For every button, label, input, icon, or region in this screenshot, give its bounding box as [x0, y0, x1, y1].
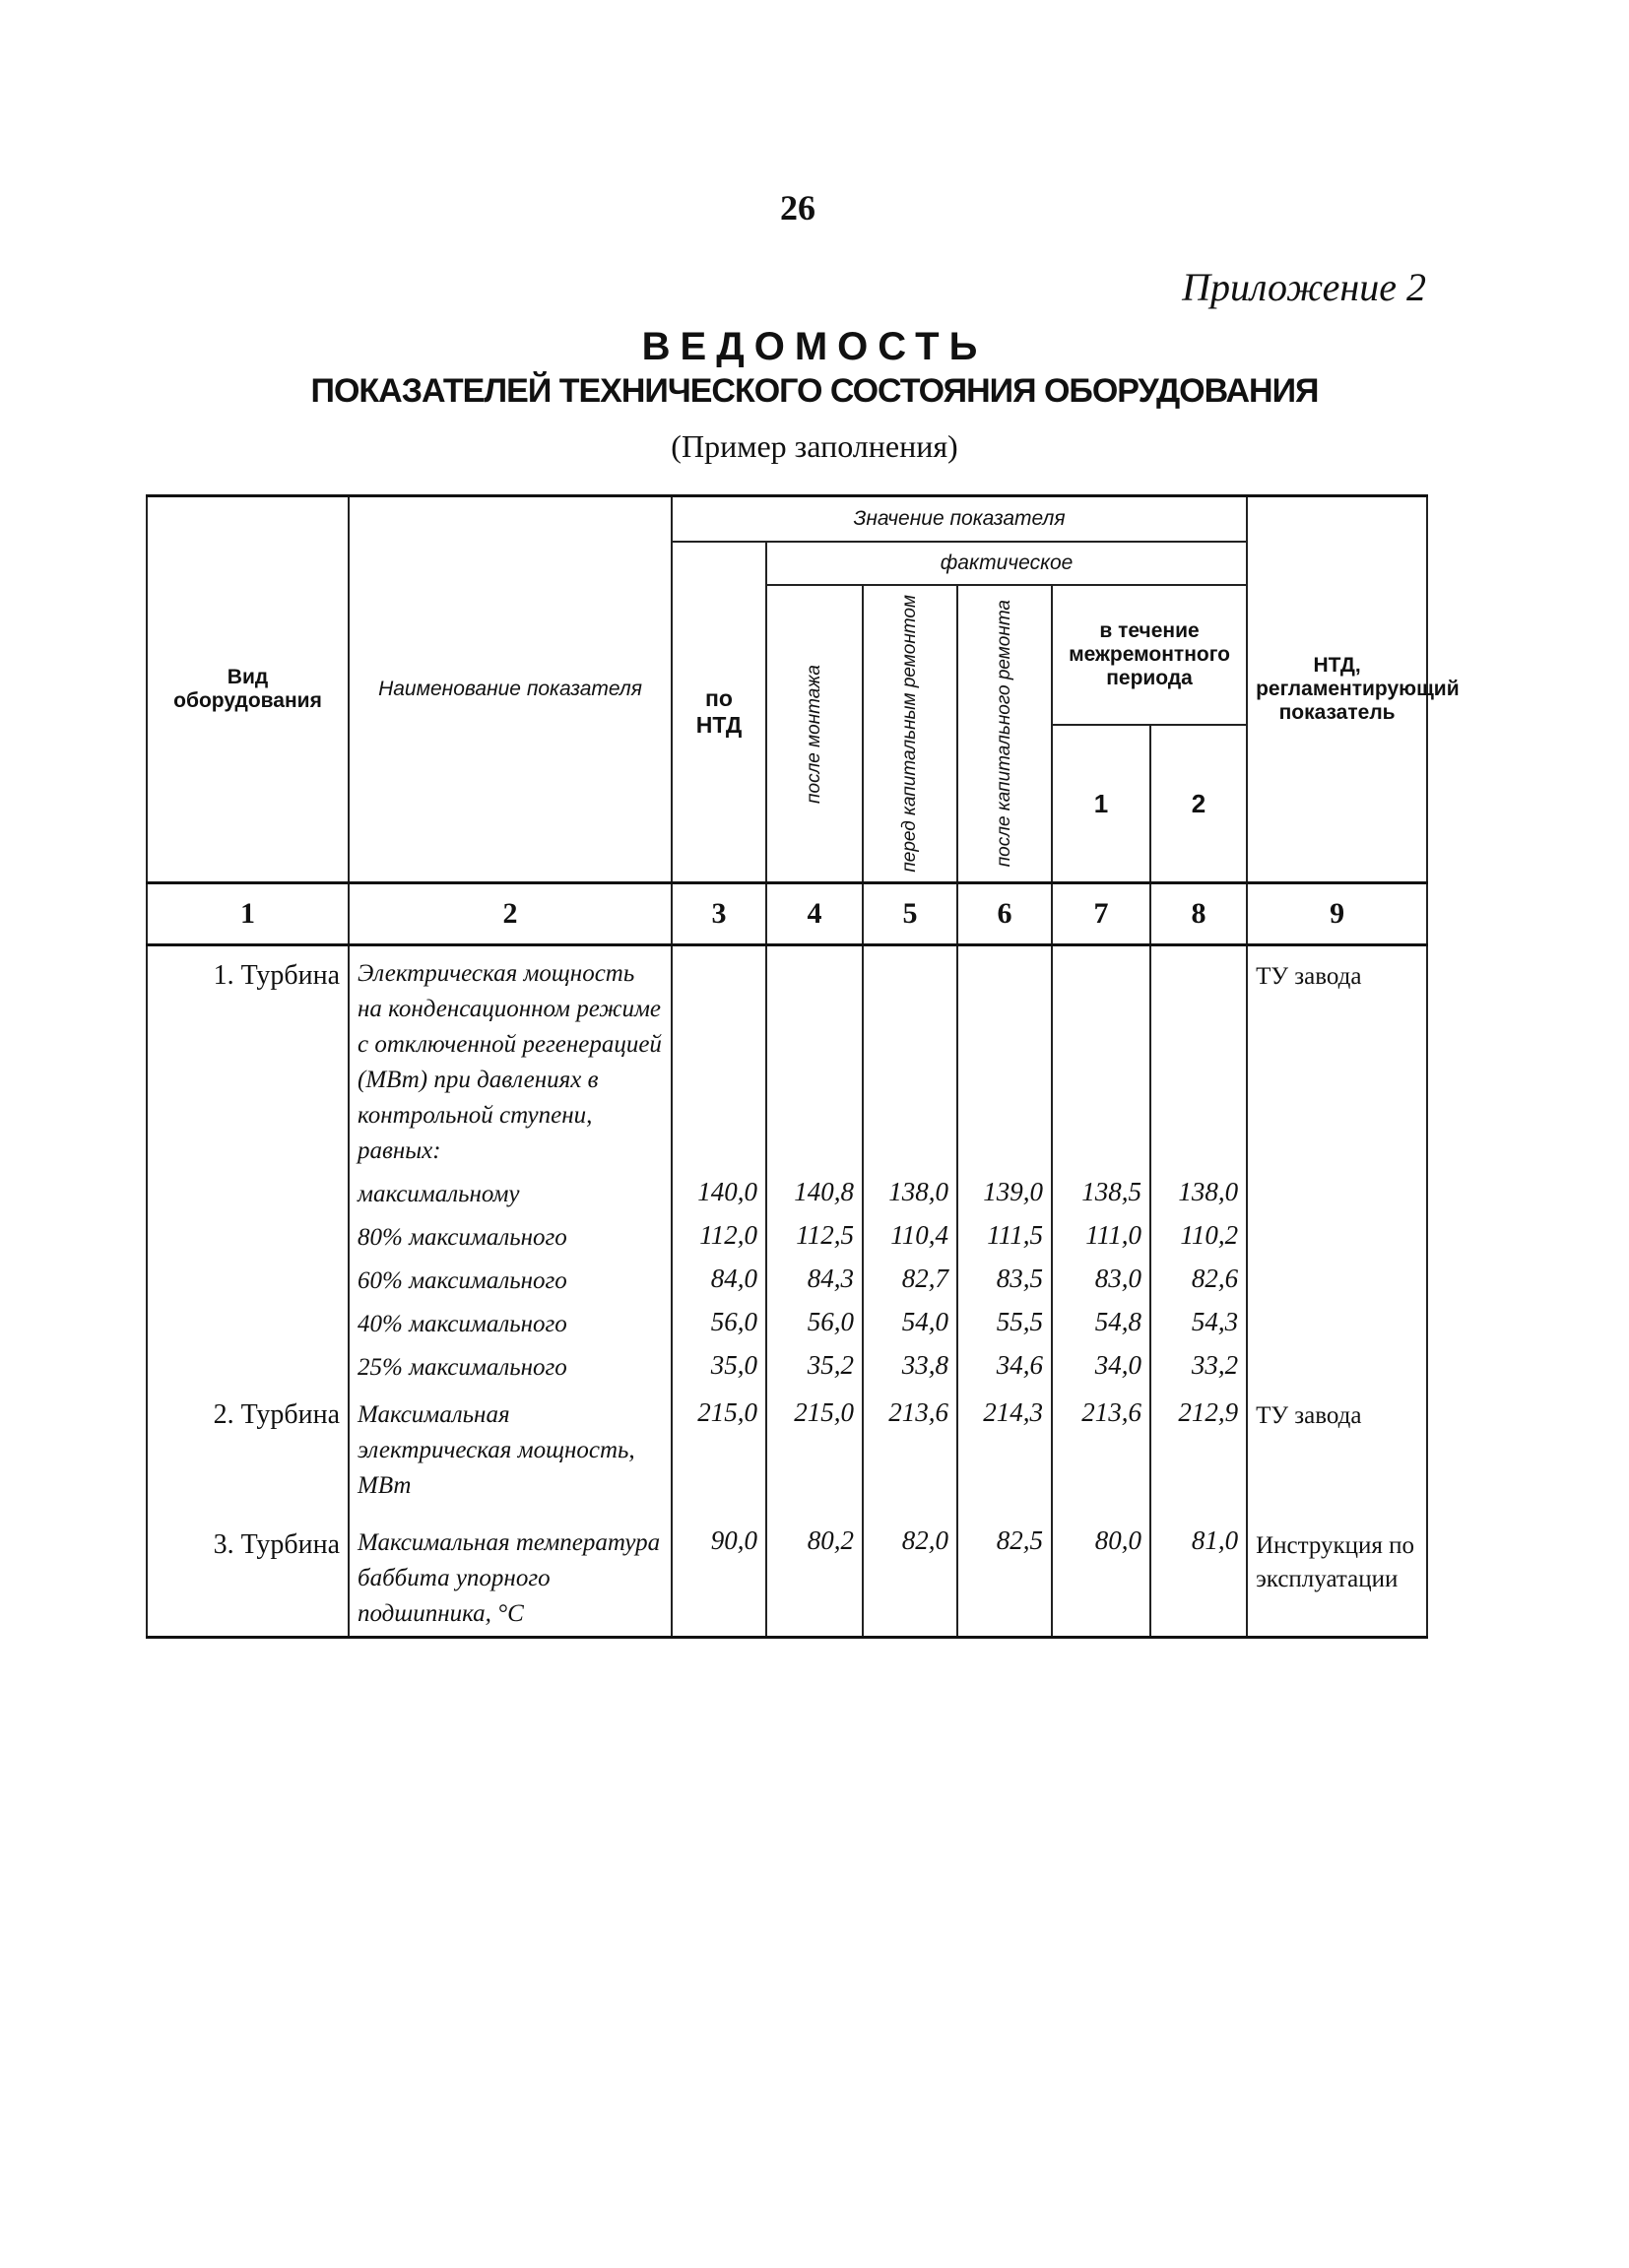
value-before-capital: 138,0	[863, 1173, 957, 1216]
value-before-capital: 33,8	[863, 1346, 957, 1390]
table-row	[147, 1260, 1427, 1303]
value-period-2: 138,0	[1150, 1173, 1247, 1216]
value-ntd: 90,0	[672, 1508, 766, 1638]
regulating-document	[1247, 1260, 1427, 1303]
regulating-document: ТУ завода	[1247, 1390, 1427, 1508]
header-after-capital	[957, 585, 1052, 883]
header-vid: Вид оборудования	[147, 496, 349, 883]
value-after-mount	[766, 945, 863, 1174]
value-after-mount: 80,2	[766, 1508, 863, 1638]
header-group-period: в течение межремонтного периода	[1052, 585, 1247, 725]
regulating-document	[1247, 1173, 1427, 1216]
document-title: ВЕДОМОСТЬ	[641, 325, 988, 368]
column-number: 1	[147, 883, 349, 945]
value-before-capital: 82,0	[863, 1508, 957, 1638]
value-after-mount: 112,5	[766, 1216, 863, 1260]
value-ntd: 112,0	[672, 1216, 766, 1260]
column-number: 6	[957, 883, 1052, 945]
value-period-1: 138,5	[1052, 1173, 1150, 1216]
value-after-mount: 215,0	[766, 1390, 863, 1508]
table-row	[147, 1303, 1427, 1346]
value-after-capital: 139,0	[957, 1173, 1052, 1216]
value-period-1: 213,6	[1052, 1390, 1150, 1508]
indicators-table	[146, 494, 1460, 1639]
value-period-1: 34,0	[1052, 1346, 1150, 1390]
header-after-mount-text: после монтажа	[803, 664, 824, 804]
document-subtitle: ПОКАЗАТЕЛЕЙ ТЕХНИЧЕСКОГО СОСТОЯНИЯ ОБОРУДОВАНИЯ	[310, 372, 1319, 410]
value-ntd: 56,0	[672, 1303, 766, 1346]
equipment-type: 1. Турбина	[147, 945, 349, 1174]
equipment-type	[147, 1346, 349, 1390]
value-period-2	[1150, 945, 1247, 1174]
indicator-name: 60% максимального	[349, 1260, 672, 1303]
equipment-type	[147, 1260, 349, 1303]
regulating-document	[1247, 1216, 1427, 1260]
value-ntd: 215,0	[672, 1390, 766, 1508]
regulating-document	[1247, 1303, 1427, 1346]
value-after-capital: 214,3	[957, 1390, 1052, 1508]
header-period-2: 2	[1150, 725, 1247, 883]
column-number: 5	[863, 883, 957, 945]
value-after-capital: 34,6	[957, 1346, 1052, 1390]
equipment-type	[147, 1303, 349, 1346]
column-number: 4	[766, 883, 863, 945]
value-after-mount: 140,8	[766, 1173, 863, 1216]
value-ntd: 84,0	[672, 1260, 766, 1303]
header-ntd-reg: НТД, регламентирующий показатель	[1247, 496, 1427, 883]
value-ntd: 35,0	[672, 1346, 766, 1390]
header-ntd: по НТД	[672, 542, 766, 883]
column-number: 7	[1052, 883, 1150, 945]
appendix-label: Приложение 2	[1182, 265, 1426, 309]
table-row	[147, 1508, 1427, 1638]
column-number: 3	[672, 883, 766, 945]
equipment-type: 2. Турбина	[147, 1390, 349, 1508]
regulating-document: Инструкция по эксплуатации	[1247, 1508, 1427, 1638]
value-period-2: 54,3	[1150, 1303, 1247, 1346]
value-period-2: 81,0	[1150, 1508, 1247, 1638]
regulating-document: ТУ завода	[1247, 945, 1427, 1174]
indicator-name: максимальному	[349, 1173, 672, 1216]
page-number: 26	[780, 188, 815, 227]
table-row	[147, 1346, 1427, 1390]
header-after-capital-text: после капитального ремонта	[993, 600, 1014, 868]
value-before-capital: 110,4	[863, 1216, 957, 1260]
indicator-name: 25% максимального	[349, 1346, 672, 1390]
value-period-1: 111,0	[1052, 1216, 1150, 1260]
value-after-mount: 56,0	[766, 1303, 863, 1346]
value-ntd	[672, 945, 766, 1174]
regulating-document	[1247, 1346, 1427, 1390]
value-after-mount: 35,2	[766, 1346, 863, 1390]
header-group-value: Значение показателя	[672, 496, 1247, 543]
column-number: 2	[349, 883, 672, 945]
value-after-capital: 83,5	[957, 1260, 1052, 1303]
header-group-fact: фактическое	[766, 542, 1247, 585]
value-ntd: 140,0	[672, 1173, 766, 1216]
header-period-1: 1	[1052, 725, 1150, 883]
table-row	[147, 945, 1427, 1174]
equipment-type	[147, 1216, 349, 1260]
document-note: (Пример заполнения)	[671, 428, 958, 464]
table-row	[147, 1216, 1427, 1260]
table-row	[147, 1390, 1427, 1508]
value-period-1: 83,0	[1052, 1260, 1150, 1303]
value-after-mount: 84,3	[766, 1260, 863, 1303]
value-period-1: 80,0	[1052, 1508, 1150, 1638]
indicator-name: 40% максимального	[349, 1303, 672, 1346]
value-before-capital: 54,0	[863, 1303, 957, 1346]
indicator-name: 80% максимального	[349, 1216, 672, 1260]
equipment-type: 3. Турбина	[147, 1508, 349, 1638]
value-period-2: 33,2	[1150, 1346, 1247, 1390]
indicator-name: Максимальная температура баббита упорного подшипника, °С	[349, 1508, 672, 1638]
table-row	[147, 1173, 1427, 1216]
value-before-capital: 213,6	[863, 1390, 957, 1508]
header-before-capital-text: перед капитальным ремонтом	[898, 595, 920, 873]
header-name: Наименование показателя	[349, 496, 672, 883]
value-after-capital: 82,5	[957, 1508, 1052, 1638]
column-number: 8	[1150, 883, 1247, 945]
header-after-mount	[766, 585, 863, 883]
value-period-1: 54,8	[1052, 1303, 1150, 1346]
value-period-2: 212,9	[1150, 1390, 1247, 1508]
value-period-2: 82,6	[1150, 1260, 1247, 1303]
column-number-row	[147, 883, 1427, 945]
indicator-name: Максимальная электрическая мощность, МВт	[349, 1390, 672, 1508]
indicator-name: Электрическая мощность на конденсационном режиме с отключенной регенерацией (МВт) при давлениях в контрольной ступени, равных:	[349, 945, 672, 1174]
value-after-capital: 111,5	[957, 1216, 1052, 1260]
header-before-capital	[863, 585, 957, 883]
value-before-capital	[863, 945, 957, 1174]
value-period-2: 110,2	[1150, 1216, 1247, 1260]
value-after-capital	[957, 945, 1052, 1174]
value-before-capital: 82,7	[863, 1260, 957, 1303]
value-after-capital: 55,5	[957, 1303, 1052, 1346]
equipment-type	[147, 1173, 349, 1216]
value-period-1	[1052, 945, 1150, 1174]
column-number: 9	[1247, 883, 1427, 945]
